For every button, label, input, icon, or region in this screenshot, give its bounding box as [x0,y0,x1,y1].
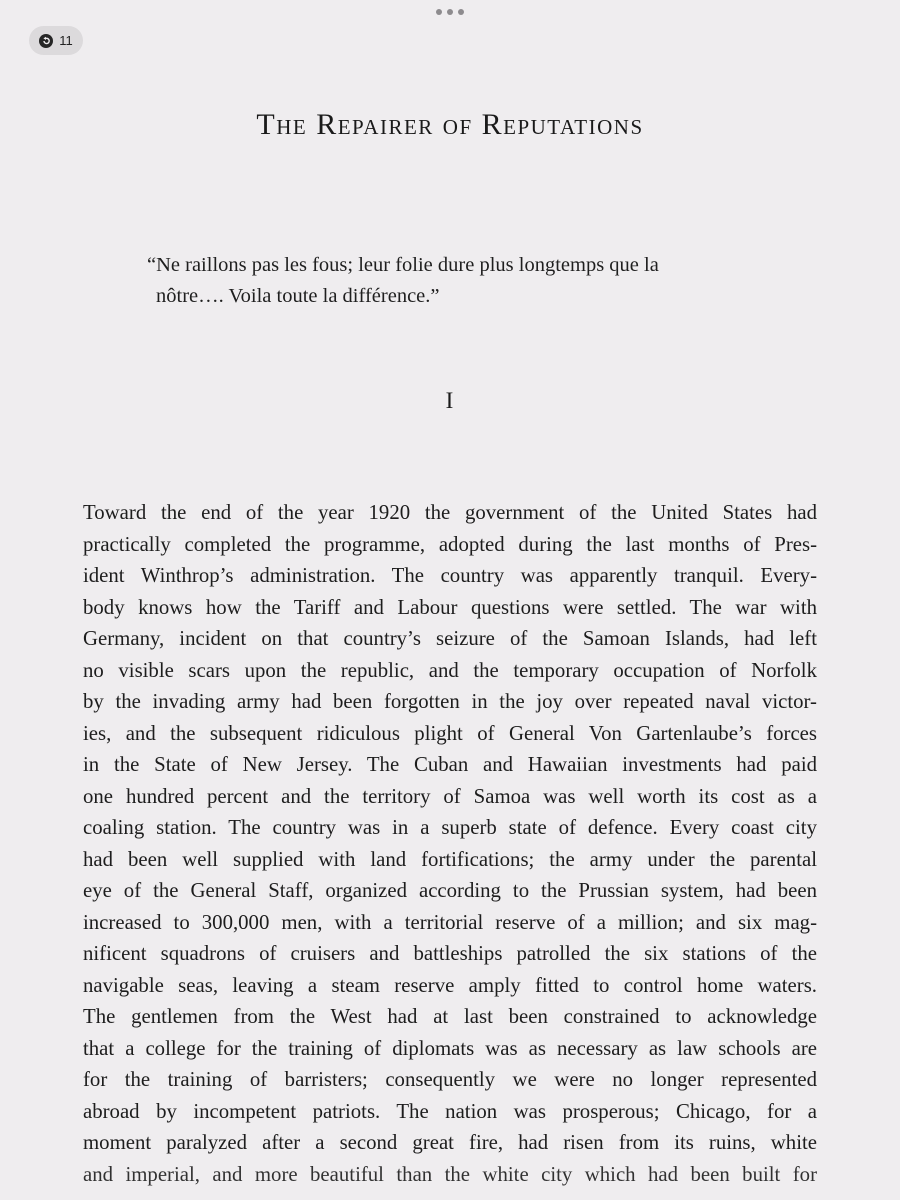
back-arrow-icon [39,34,53,48]
body-line: ident Winthrop’s administration. The country was apparently tranquil. Every- [83,564,817,587]
body-line: coaling station. The country was in a superb state of defence. Every coast city [83,816,817,839]
body-line: no visible scars upon the republic, and the temporary occupation of Norfolk [83,658,817,682]
back-to-page-button[interactable] [29,26,83,55]
body-line: increased to 300,000 men, with a territorial reserve of a million; and six mag- [83,910,817,934]
body-line: Germany, incident on that country’s seizure of the Samoan Islands, had left [83,627,817,650]
dot [458,9,464,15]
epigraph [147,250,787,312]
chapter-title: The Repairer of Reputations [256,108,644,141]
body-line: in the State of New Jersey. The Cuban and Hawaiian investments had paid [83,753,817,776]
dot [436,9,442,15]
body-line: navigable seas, leaving a steam reserve amply fitted to control home waters. [83,973,817,997]
body-line: that a college for the training of diplomats was as necessary as law schools are [83,1036,817,1060]
epigraph-line: “Ne raillons pas les fous; leur folie dure plus longtemps que la [147,254,659,276]
body-line: ies, and the subsequent ridiculous plight of General Von Gartenlaube’s forces [83,721,817,745]
body-line: practically completed the programme, adopted during the last months of Pres- [83,532,817,556]
dot [447,9,453,15]
section-numeral: I [445,388,455,413]
body-line: one hundred percent and the territory of Samoa was well worth its cost as a [83,784,817,808]
body-line: and imperial, and more beautiful than the white city which had been built for [83,1162,817,1186]
body-line: nificent squadrons of cruisers and battleships patrolled the six stations of the [83,942,817,965]
body-line: eye of the General Staff, organized according to the Prussian system, had been [83,879,817,902]
body-line: moment paralyzed after a second great fire, had risen from its ruins, white [83,1131,817,1154]
body-line: Toward the end of the year 1920 the government of the United States had [83,501,817,524]
epigraph-line: nôtre…. Voila toute la différence.” [156,285,440,307]
more-options-icon[interactable] [436,8,464,16]
body-line: body knows how the Tariff and Labour questions were settled. The war with [83,595,817,619]
body-line: had been well supplied with land fortifications; the army under the parental [83,847,817,871]
back-page-count: 11 [59,33,73,48]
body-text [83,497,817,1190]
body-line: abroad by incompetent patriots. The nation was prosperous; Chicago, for a [83,1099,817,1123]
body-line: by the invading army had been forgotten in the joy over repeated naval victor- [83,690,817,713]
body-line: The gentlemen from the West had at last been constrained to acknowledge [83,1005,817,1028]
body-line: for the training of barristers; consequently we were no longer represented [83,1068,817,1091]
